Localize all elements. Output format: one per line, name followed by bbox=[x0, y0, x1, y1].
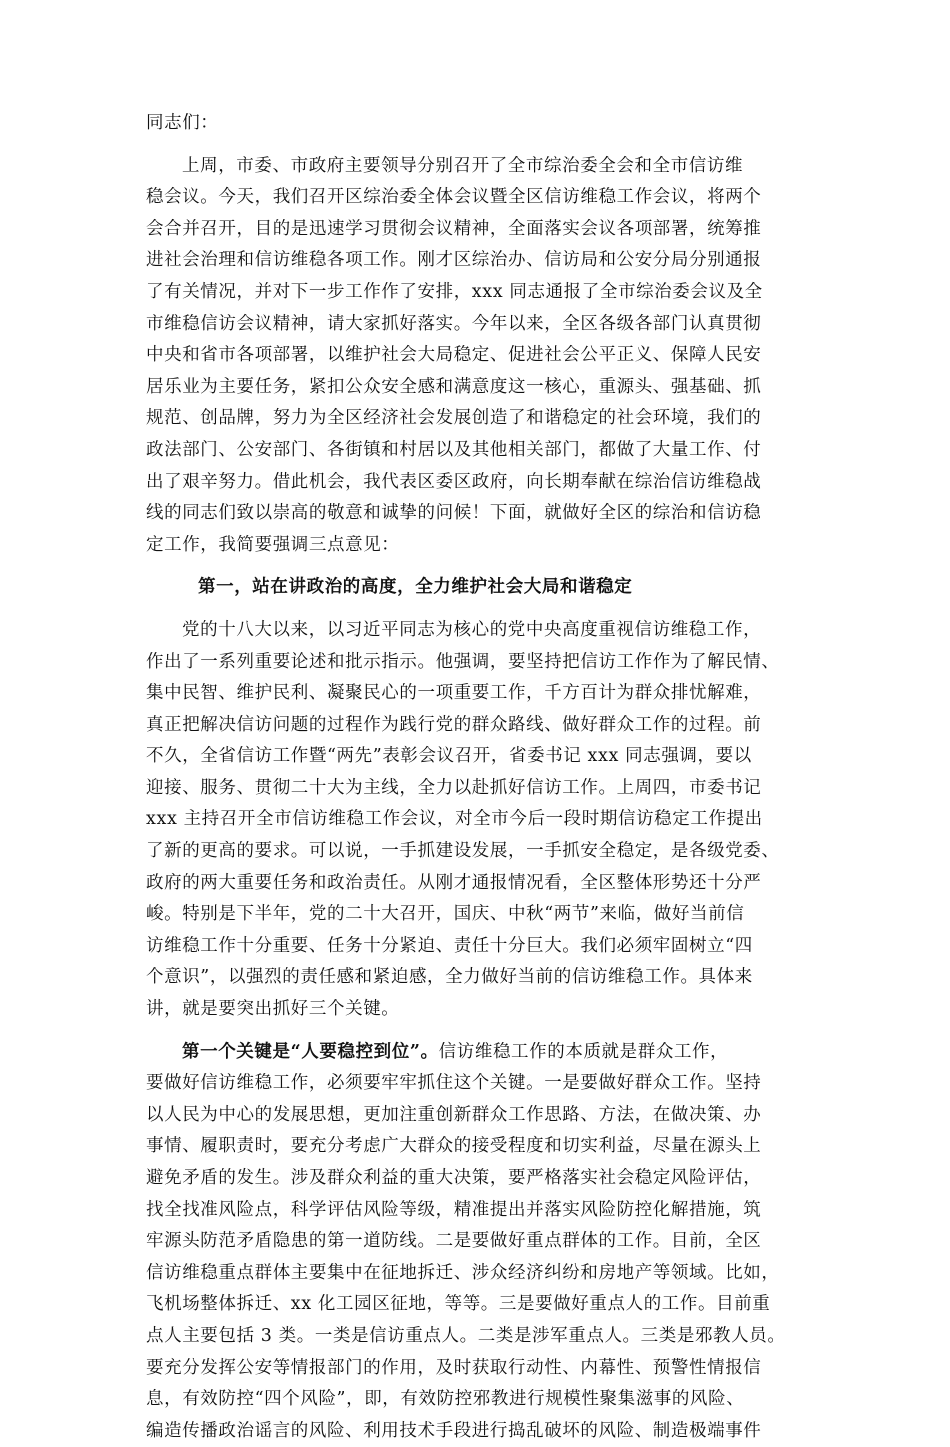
paragraph-line: 以人民为中心的发展思想，更加注重创新群众工作思路、方法，在做决策、办 bbox=[146, 1104, 762, 1125]
paragraph-line: 进社会治理和信访维稳各项工作。刚才区综治办、信访局和公安分局分别通报 bbox=[146, 250, 762, 271]
paragraph-line: 讲，就是要突出抓好三个关键。 bbox=[146, 999, 400, 1020]
paragraph-line: 线的同志们致以崇高的敬意和诚挚的问候！下面，就做好全区的综治和信访稳 bbox=[146, 503, 762, 524]
key-point-text: 信访维稳工作的本质就是群众工作， bbox=[438, 1041, 729, 1062]
paragraph-line: 政法部门、公安部门、各街镇和村居以及其他相关部门，都做了大量工作、付 bbox=[146, 439, 762, 460]
intro-paragraph bbox=[146, 151, 808, 562]
paragraph-line: 飞机场整体拆迁、xx 化工园区征地，等等。三是要做好重点人的工作。目前重 bbox=[146, 1294, 771, 1315]
paragraph-line: 找全找准风险点，科学评估风险等级，精准提出并落实风险防控化解措施，筑 bbox=[146, 1199, 762, 1220]
paragraph-line: 稳会议。今天，我们召开区综治委全体会议暨全区信访维稳工作会议，将两个 bbox=[146, 187, 762, 208]
paragraph-line: 会合并召开，目的是迅速学习贯彻会议精神，全面落实会议各项部署，统筹推 bbox=[146, 218, 762, 239]
paragraph-line: 中央和省市各项部署，以维护社会大局稳定、促进社会公平正义、保障人民安 bbox=[146, 345, 762, 366]
paragraph-line: 要充分发挥公安等情报部门的作用，及时获取行动性、内幕性、预警性情报信 bbox=[146, 1357, 762, 1378]
paragraph-line: 牢源头防范矛盾隐患的第一道防线。二是要做好重点群体的工作。目前，全区 bbox=[146, 1231, 762, 1252]
key1-paragraph bbox=[146, 1037, 808, 1447]
paragraph-line: 作出了一系列重要论述和批示指示。他强调，要坚持把信访工作作为了解民情、 bbox=[146, 651, 780, 672]
paragraph-line: 党的十八大以来，以习近平同志为核心的党中央高度重视信访维稳工作， bbox=[182, 619, 762, 640]
paragraph-line: 政府的两大重要任务和政治责任。从刚才通报情况看，全区整体形势还十分严 bbox=[146, 872, 762, 893]
paragraph-line: 息，有效防控“四个风险”，即，有效防控邪教进行规模性聚集滋事的风险、 bbox=[146, 1389, 745, 1410]
paragraph-line: 访维稳工作十分重要、任务十分紧迫、责任十分巨大。我们必须牢固树立“四 bbox=[146, 935, 753, 956]
paragraph-line: 事情、履职责时，要充分考虑广大群众的接受程度和切实利益，尽量在源头上 bbox=[146, 1136, 762, 1157]
paragraph-line: 了有关情况，并对下一步工作作了安排，xxx 同志通报了全市综治委会议及全 bbox=[146, 281, 763, 302]
paragraph-line: 编造传播政治谣言的风险、利用技术手段进行捣乱破坏的风险、制造极端事件 bbox=[146, 1420, 762, 1441]
paragraph-line: 集中民智、维护民利、凝聚民心的一项重要工作，千方百计为群众排忧解难， bbox=[146, 683, 762, 704]
paragraph-line: 上周，市委、市政府主要领导分别召开了全市综治委全会和全市信访维 bbox=[182, 155, 744, 176]
paragraph-line: 避免矛盾的发生。涉及群众利益的重大决策，要严格落实社会稳定风险评估， bbox=[146, 1168, 762, 1188]
salutation: 同志们： bbox=[146, 113, 219, 133]
paragraph-line: 要做好信访维稳工作，必须要牢牢抓住这个关键。一是要做好群众工作。坚持 bbox=[146, 1073, 762, 1094]
paragraph-line bbox=[146, 1037, 808, 1069]
section1-paragraph bbox=[146, 615, 808, 1026]
document-page bbox=[146, 108, 808, 1447]
paragraph-line: 出了艰辛努力。借此机会，我代表区委区政府，向长期奉献在综治信访维稳战 bbox=[146, 471, 762, 492]
section-heading: 第一，站在讲政治的高度，全力维护社会大局和谐稳定 bbox=[198, 577, 633, 598]
paragraph-line: 不久，全省信访工作暨“两先”表彰会议召开，省委书记 xxx 同志强调，要以 bbox=[146, 746, 752, 767]
paragraph-line: 规范、创品牌，努力为全区经济社会发展创造了和谐稳定的社会环境，我们的 bbox=[146, 408, 762, 429]
paragraph-line: xxx 主持召开全市信访维稳工作会议，对全市今后一段时期信访稳定工作提出 bbox=[146, 809, 763, 830]
paragraph-line: 个意识”，以强烈的责任感和紧迫感，全力做好当前的信访维稳工作。具体来 bbox=[146, 967, 753, 988]
key-point-title: 第一个关键是“人要稳控到位”。 bbox=[182, 1041, 439, 1062]
paragraph-line: 信访维稳重点群体主要集中在征地拆迁、涉众经济纠纷和房地产等领域。比如， bbox=[146, 1262, 780, 1283]
paragraph-line: 市维稳信访会议精神，请大家抓好落实。今年以来，全区各级各部门认真贯彻 bbox=[146, 313, 762, 334]
paragraph-line: 迎接、服务、贯彻二十大为主线，全力以赴抓好信访工作。上周四，市委书记 bbox=[146, 777, 762, 798]
paragraph-line: 定工作，我简要强调三点意见： bbox=[146, 534, 400, 555]
paragraph-line: 居乐业为主要任务，紧扣公众安全感和满意度这一核心，重源头、强基础、抓 bbox=[146, 376, 762, 397]
paragraph-line: 点人主要包括 3 类。一类是信访重点人。二类是涉军重点人。三类是邪教人员。 bbox=[146, 1325, 786, 1346]
paragraph-line: 了新的更高的要求。可以说，一手抓建设发展，一手抓安全稳定，是各级党委、 bbox=[146, 841, 780, 862]
paragraph-line: 真正把解决信访问题的过程作为践行党的群众路线、做好群众工作的过程。前 bbox=[146, 714, 762, 735]
paragraph-line: 峻。特别是下半年，党的二十大召开，国庆、中秋“两节”来临，做好当前信 bbox=[146, 904, 745, 925]
